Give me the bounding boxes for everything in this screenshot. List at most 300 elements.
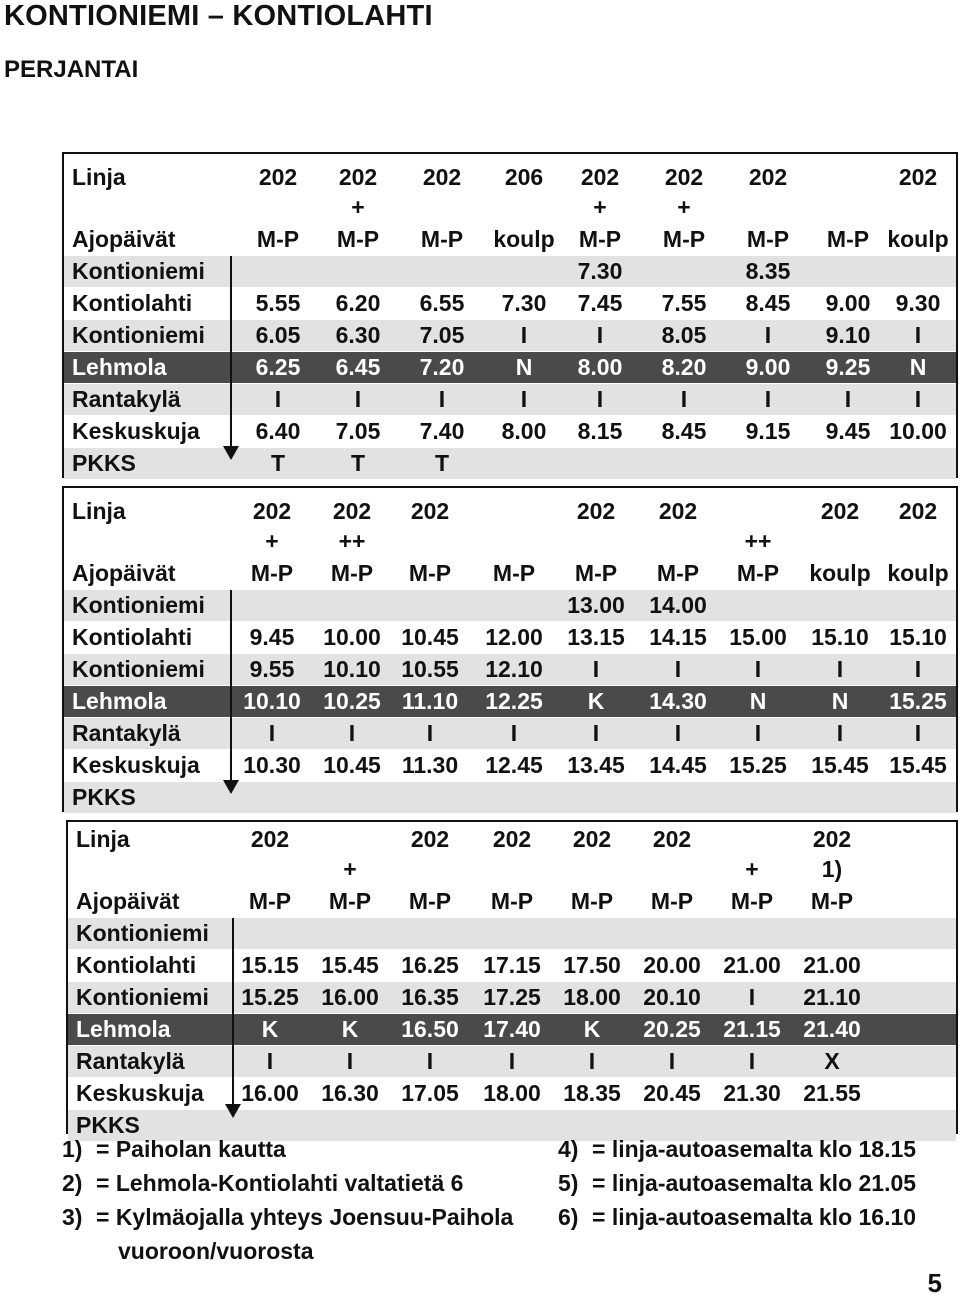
table-cell: 6.40 <box>255 418 301 444</box>
table-cell: 9.00 <box>745 354 791 380</box>
table-cell: N <box>515 354 533 380</box>
table-cell: M-P <box>650 888 694 914</box>
table-cell: 10.10 <box>243 688 301 714</box>
table-cell: 202 <box>576 498 616 524</box>
table-cell: 202 <box>898 164 938 190</box>
footnote-number: 4) <box>558 1136 579 1162</box>
table-cell: I <box>354 386 362 412</box>
table-cell <box>397 256 487 287</box>
table-cell: 202 <box>258 164 298 190</box>
table-cell: M-P <box>736 560 780 586</box>
row-label: Kontioniemi <box>72 322 205 348</box>
footnote-text: = linja-autoasemalta klo 16.10 <box>592 1204 917 1230</box>
table-cell: I <box>668 1048 676 1074</box>
table-cell: 8.05 <box>661 322 707 348</box>
table-cell: 202 <box>338 164 378 190</box>
row-label: Ajopäivät <box>72 226 176 252</box>
table-cell: 13.00 <box>567 592 625 618</box>
table-cell: 8.20 <box>661 354 707 380</box>
table-cell <box>385 854 475 885</box>
table-row <box>64 750 956 781</box>
table-cell: + <box>677 194 691 220</box>
table-cell: 20.25 <box>643 1016 701 1042</box>
table-cell: I <box>438 386 446 412</box>
table-cell <box>305 824 395 855</box>
table-cell: I <box>914 386 922 412</box>
row-label: PKKS <box>72 450 136 476</box>
table-cell: 15.45 <box>811 752 869 778</box>
table-row <box>68 1078 956 1109</box>
table-cell: I <box>520 386 528 412</box>
table-cell: 11.30 <box>401 752 459 778</box>
row-label: Kontioniemi <box>76 920 209 946</box>
table-cell: 15.25 <box>729 752 787 778</box>
table-cell: 6.30 <box>335 322 381 348</box>
table-cell <box>795 526 885 557</box>
table-cell: I <box>346 1048 354 1074</box>
timetable-morning <box>62 152 958 478</box>
table-cell <box>467 854 557 885</box>
table-cell: 7.05 <box>335 418 381 444</box>
table-row <box>64 622 956 653</box>
table-cell: 21.00 <box>803 952 861 978</box>
row-label: Kontiolahti <box>72 290 193 316</box>
row-label: Lehmola <box>72 688 167 714</box>
table-cell: 202 <box>410 498 450 524</box>
table-cell: 9.25 <box>825 354 871 380</box>
table-cell: K <box>583 1016 601 1042</box>
table-cell <box>313 256 403 287</box>
table-cell: I <box>596 322 604 348</box>
table-cell <box>469 526 559 557</box>
table-cell: I <box>836 656 844 682</box>
table-cell: + <box>343 856 357 882</box>
table-cell: I <box>914 720 922 746</box>
footnote-number: 1) <box>62 1136 83 1162</box>
table-cell: M-P <box>578 226 622 252</box>
table-cell: N <box>831 688 849 714</box>
table-cell <box>713 782 803 813</box>
table-cell: M-P <box>248 888 292 914</box>
table-cell <box>469 782 559 813</box>
table-cell: I <box>588 1048 596 1074</box>
table-cell <box>385 1110 475 1141</box>
table-cell: 14.30 <box>649 688 707 714</box>
direction-line <box>232 918 234 1104</box>
table-cell: 10.25 <box>323 688 381 714</box>
table-cell: I <box>268 720 276 746</box>
table-cell: I <box>520 322 528 348</box>
table-cell: 8.35 <box>745 258 791 284</box>
table-cell <box>385 526 475 557</box>
table-row <box>64 686 956 717</box>
table-row <box>68 824 956 855</box>
table-cell <box>307 782 397 813</box>
footnote-number: 2) <box>62 1170 83 1196</box>
table-cell <box>723 192 813 223</box>
table-cell: K <box>261 1016 279 1042</box>
table-cell: 16.30 <box>321 1080 379 1106</box>
table-cell: 18.35 <box>563 1080 621 1106</box>
table-cell: M-P <box>826 226 870 252</box>
table-row <box>64 288 956 319</box>
table-row <box>64 224 956 255</box>
table-cell: 202 <box>580 164 620 190</box>
table-cell: + <box>593 194 607 220</box>
footnote-text: vuoroon/vuorosta <box>118 1238 314 1264</box>
table-cell: 202 <box>492 826 532 852</box>
table-cell: 5.55 <box>255 290 301 316</box>
table-cell: + <box>265 528 279 554</box>
table-cell <box>639 448 729 479</box>
table-cell: 10.30 <box>243 752 301 778</box>
row-label: Lehmola <box>72 354 167 380</box>
table-cell: 16.35 <box>401 984 459 1010</box>
table-cell: I <box>596 386 604 412</box>
table-cell <box>467 918 557 949</box>
table-cell: 202 <box>572 826 612 852</box>
arrow-down-icon <box>223 780 239 794</box>
row-label: PKKS <box>76 1112 140 1138</box>
row-label: Linja <box>76 826 130 852</box>
table-cell: 15.00 <box>729 624 787 650</box>
table-cell <box>627 918 717 949</box>
table-cell <box>467 1110 557 1141</box>
table-cell: 10.45 <box>323 752 381 778</box>
table-cell <box>713 590 803 621</box>
table-cell: ++ <box>744 528 772 554</box>
row-label: Kontioniemi <box>76 984 209 1010</box>
footnote-number: 6) <box>558 1204 579 1230</box>
table-cell <box>305 1110 395 1141</box>
table-cell: M-P <box>662 226 706 252</box>
table-cell: 13.15 <box>567 624 625 650</box>
table-cell: 8.45 <box>661 418 707 444</box>
table-cell: 15.45 <box>889 752 947 778</box>
table-cell: 12.10 <box>485 656 543 682</box>
timetable-midday <box>62 486 958 812</box>
table-cell: 202 <box>250 826 290 852</box>
table-cell: M-P <box>730 888 774 914</box>
table-cell: 21.55 <box>803 1080 861 1106</box>
table-cell <box>469 496 559 527</box>
row-label: Ajopäivät <box>76 888 180 914</box>
table-cell <box>873 590 960 621</box>
footnote-number: 5) <box>558 1170 579 1196</box>
table-cell: 7.30 <box>577 258 623 284</box>
table-cell: M-P <box>330 560 374 586</box>
table-cell: koulp <box>887 560 949 586</box>
row-label: Keskuskuja <box>72 752 200 778</box>
table-cell: T <box>350 450 366 476</box>
row-label: Kontioniemi <box>72 258 205 284</box>
table-cell <box>307 590 397 621</box>
table-cell: 6.25 <box>255 354 301 380</box>
table-cell: I <box>836 720 844 746</box>
table-cell: 18.00 <box>563 984 621 1010</box>
table-cell: I <box>914 322 922 348</box>
table-row <box>64 782 956 813</box>
table-cell: 202 <box>658 498 698 524</box>
table-cell: I <box>508 1048 516 1074</box>
table-cell <box>873 782 960 813</box>
table-cell <box>305 918 395 949</box>
table-cell <box>551 526 641 557</box>
table-cell <box>723 448 813 479</box>
table-cell: 12.25 <box>485 688 543 714</box>
table-cell <box>633 782 723 813</box>
table-cell <box>233 256 323 287</box>
row-label: Kontioniemi <box>72 656 205 682</box>
table-cell <box>873 256 960 287</box>
table-row <box>68 918 956 949</box>
table-cell <box>385 918 475 949</box>
table-cell: 13.45 <box>567 752 625 778</box>
table-cell: 10.45 <box>401 624 459 650</box>
table-cell: 21.15 <box>723 1016 781 1042</box>
table-cell: I <box>914 656 922 682</box>
table-cell <box>225 854 315 885</box>
table-row <box>64 256 956 287</box>
table-cell: 11.10 <box>401 688 459 714</box>
table-cell: 15.15 <box>241 952 299 978</box>
table-cell: 8.00 <box>577 354 623 380</box>
table-cell: I <box>748 1048 756 1074</box>
table-cell: N <box>749 688 767 714</box>
table-cell <box>385 782 475 813</box>
table-cell <box>707 918 797 949</box>
table-cell: 206 <box>504 164 544 190</box>
table-cell: 6.20 <box>335 290 381 316</box>
table-cell <box>233 192 323 223</box>
row-label: Rantakylä <box>76 1048 185 1074</box>
table-cell: I <box>592 656 600 682</box>
table-cell: I <box>764 386 772 412</box>
table-cell: 1) <box>821 856 843 882</box>
table-cell <box>713 496 803 527</box>
table-cell: 17.40 <box>483 1016 541 1042</box>
table-cell: 17.25 <box>483 984 541 1010</box>
table-cell: I <box>748 984 756 1010</box>
table-cell: I <box>274 386 282 412</box>
table-cell: 16.50 <box>401 1016 459 1042</box>
row-label: Keskuskuja <box>72 418 200 444</box>
table-row <box>64 352 956 383</box>
table-cell: 202 <box>664 164 704 190</box>
table-cell: I <box>348 720 356 746</box>
row-label: Linja <box>72 498 126 524</box>
table-cell: + <box>351 194 365 220</box>
row-label: Lehmola <box>76 1016 171 1042</box>
row-label: Rantakylä <box>72 386 181 412</box>
table-cell: K <box>587 688 605 714</box>
table-row <box>64 192 956 223</box>
page-number: 5 <box>927 1268 942 1298</box>
table-cell: 20.10 <box>643 984 701 1010</box>
table-cell <box>551 782 641 813</box>
table-row <box>68 1046 956 1077</box>
table-cell: 15.10 <box>889 624 947 650</box>
row-label: Rantakylä <box>72 720 181 746</box>
table-cell <box>707 824 797 855</box>
table-cell: 9.45 <box>249 624 295 650</box>
table-cell <box>795 590 885 621</box>
table-cell: 17.50 <box>563 952 621 978</box>
table-cell: X <box>824 1048 840 1074</box>
table-row <box>64 448 956 479</box>
table-cell: M-P <box>746 226 790 252</box>
table-cell <box>639 256 729 287</box>
table-cell: I <box>754 656 762 682</box>
table-cell: 16.00 <box>241 1080 299 1106</box>
table-cell: 202 <box>410 826 450 852</box>
table-cell: I <box>764 322 772 348</box>
table-cell: M-P <box>492 560 536 586</box>
table-cell: M-P <box>256 226 300 252</box>
table-cell: 10.10 <box>323 656 381 682</box>
row-label: Kontiolahti <box>72 624 193 650</box>
table-cell: M-P <box>408 888 452 914</box>
table-cell <box>795 782 885 813</box>
table-cell: 7.30 <box>501 290 547 316</box>
table-cell: 7.40 <box>419 418 465 444</box>
table-cell: 7.45 <box>577 290 623 316</box>
table-cell: I <box>844 386 852 412</box>
table-cell: 7.55 <box>661 290 707 316</box>
table-cell: M-P <box>336 226 380 252</box>
arrow-down-icon <box>223 446 239 460</box>
table-cell <box>547 854 637 885</box>
table-cell <box>225 918 315 949</box>
table-cell: M-P <box>420 226 464 252</box>
table-cell: 8.45 <box>745 290 791 316</box>
table-cell: 6.05 <box>255 322 301 348</box>
table-cell: 15.25 <box>241 984 299 1010</box>
table-row <box>64 654 956 685</box>
table-cell: I <box>674 656 682 682</box>
table-cell: 20.45 <box>643 1080 701 1106</box>
table-cell: K <box>341 1016 359 1042</box>
table-cell: 21.10 <box>803 984 861 1010</box>
table-cell <box>227 782 317 813</box>
table-cell: 10.00 <box>323 624 381 650</box>
table-cell: 18.00 <box>483 1080 541 1106</box>
table-row <box>64 416 956 447</box>
table-cell <box>385 590 475 621</box>
footnote-text: = Kylmäojalla yhteys Joensuu-Paihola <box>96 1204 514 1230</box>
table-cell: N <box>909 354 927 380</box>
table-cell <box>873 192 960 223</box>
table-cell: I <box>754 720 762 746</box>
table-cell: 6.45 <box>335 354 381 380</box>
table-cell: ++ <box>338 528 366 554</box>
table-cell <box>633 526 723 557</box>
footnote-text: = linja-autoasemalta klo 18.15 <box>592 1136 917 1162</box>
table-cell <box>873 526 960 557</box>
table-cell <box>787 918 877 949</box>
table-cell: 8.00 <box>501 418 547 444</box>
table-cell: 21.30 <box>723 1080 781 1106</box>
table-cell: 12.00 <box>485 624 543 650</box>
table-row <box>68 950 956 981</box>
table-cell: 202 <box>898 498 938 524</box>
arrow-down-icon <box>225 1104 241 1118</box>
footnote-number: 3) <box>62 1204 83 1230</box>
table-cell: 15.10 <box>811 624 869 650</box>
row-label: Ajopäivät <box>72 560 176 586</box>
table-row <box>64 320 956 351</box>
table-row <box>68 886 956 917</box>
page-subtitle: PERJANTAI <box>4 56 139 83</box>
table-cell: 9.15 <box>745 418 791 444</box>
table-row <box>64 384 956 415</box>
table-cell: 20.00 <box>643 952 701 978</box>
table-cell <box>397 192 487 223</box>
table-cell: 10.00 <box>889 418 947 444</box>
table-cell: 21.00 <box>723 952 781 978</box>
table-cell: 9.00 <box>825 290 871 316</box>
page-title: KONTIONIEMI – KONTIOLAHTI <box>4 0 433 32</box>
table-cell: 202 <box>748 164 788 190</box>
table-cell: 17.15 <box>483 952 541 978</box>
table-cell: 21.40 <box>803 1016 861 1042</box>
table-cell <box>627 854 717 885</box>
table-cell: M-P <box>656 560 700 586</box>
table-cell: 15.25 <box>889 688 947 714</box>
table-row <box>64 162 956 193</box>
table-row <box>64 590 956 621</box>
table-cell: M-P <box>490 888 534 914</box>
table-cell: 17.05 <box>401 1080 459 1106</box>
table-cell <box>873 448 960 479</box>
table-cell: + <box>745 856 759 882</box>
row-label: Kontioniemi <box>72 592 205 618</box>
table-cell: I <box>426 720 434 746</box>
table-cell: koulp <box>493 226 555 252</box>
footnote-text: = Lehmola-Kontiolahti valtatietä 6 <box>96 1170 464 1196</box>
table-cell: 10.55 <box>401 656 459 682</box>
table-cell: 7.05 <box>419 322 465 348</box>
row-label: Linja <box>72 164 126 190</box>
table-cell: 7.20 <box>419 354 465 380</box>
table-row <box>64 526 956 557</box>
table-cell: 15.45 <box>321 952 379 978</box>
table-cell: I <box>426 1048 434 1074</box>
table-cell: 14.00 <box>649 592 707 618</box>
table-cell: 16.00 <box>321 984 379 1010</box>
table-cell: I <box>510 720 518 746</box>
footnote-text: = linja-autoasemalta klo 21.05 <box>592 1170 917 1196</box>
table-cell <box>555 448 645 479</box>
table-row <box>64 558 956 589</box>
table-cell: 202 <box>652 826 692 852</box>
table-cell <box>547 918 637 949</box>
table-cell: 202 <box>820 498 860 524</box>
table-cell: I <box>266 1048 274 1074</box>
table-cell: M-P <box>570 888 614 914</box>
table-cell: koulp <box>887 226 949 252</box>
row-label: PKKS <box>72 784 136 810</box>
table-cell: 202 <box>422 164 462 190</box>
table-cell: 16.25 <box>401 952 459 978</box>
table-cell: I <box>592 720 600 746</box>
direction-line <box>230 256 232 446</box>
row-label: Kontiolahti <box>76 952 197 978</box>
table-cell <box>469 590 559 621</box>
table-cell: 9.55 <box>249 656 295 682</box>
table-cell: I <box>674 720 682 746</box>
table-cell: 9.30 <box>895 290 941 316</box>
